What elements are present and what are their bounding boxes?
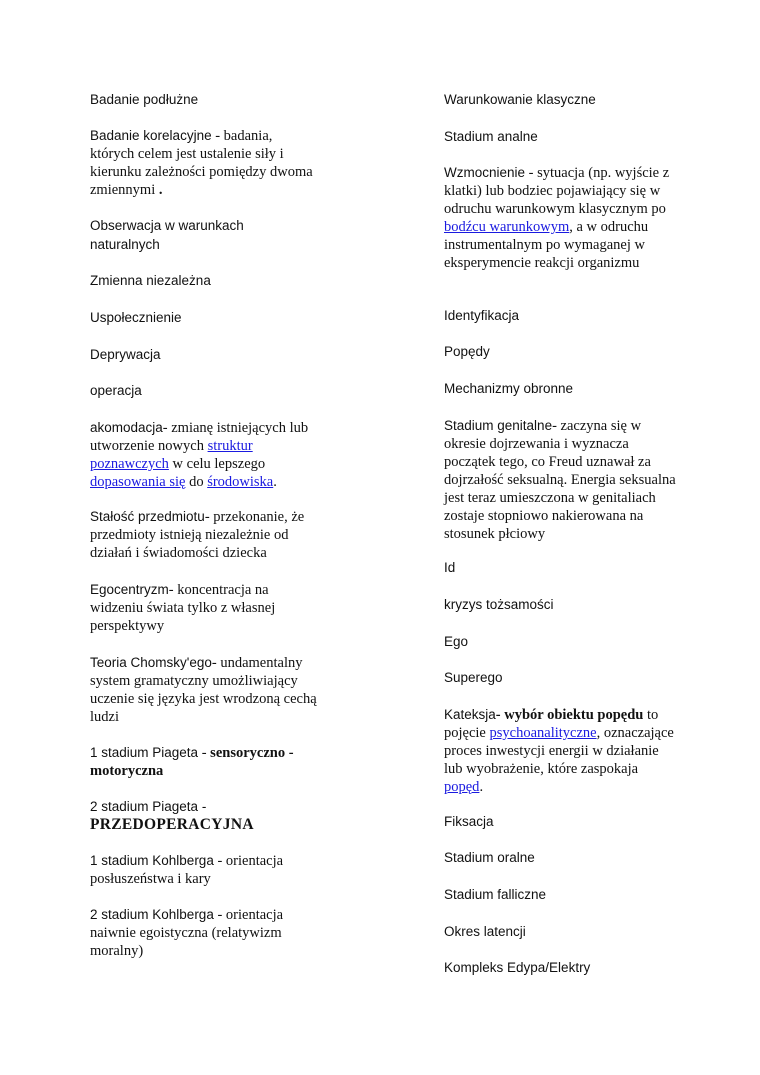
- term-identyfikacja: Identyfikacja: [444, 308, 520, 323]
- term-obserwacja: Obserwacja w warunkach naturalnych: [90, 218, 244, 252]
- definition: - badania, których celem jest ustalenie siły i kierunku zależności pomiędzy dwoma zmiennymi: [90, 128, 313, 198]
- term-stadium-analne: Stadium analne: [444, 129, 538, 144]
- term-stadium-oralne: Stadium oralne: [444, 850, 535, 865]
- term-label: 2 stadium Kohlberga: [90, 907, 214, 922]
- term-stadium-falliczne: Stadium falliczne: [444, 887, 547, 902]
- term-label: Wzmocnienie: [444, 165, 526, 180]
- term-id: Id: [444, 560, 456, 575]
- term-label: 1 stadium Kohlberga: [90, 853, 214, 868]
- link-psychoanalityczne[interactable]: psychoanalityczne: [489, 725, 597, 741]
- entry-kateksja: [444, 705, 679, 796]
- term-ego: Ego: [444, 634, 469, 649]
- definition: sensoryczno - motoryczna: [90, 745, 294, 779]
- definition: - sytuacja (np. wyjście z klatki) lub bodziec pojawiający się w odruchu warunkowym klasycznym po: [444, 165, 670, 217]
- entry-kohlberg-2: [90, 905, 325, 960]
- term-kompleks-edypa-elektry: Kompleks Edypa/Elektry: [444, 960, 591, 975]
- term-label: Stałość przedmiotu: [90, 509, 205, 524]
- term-label: Kateksja: [444, 707, 496, 722]
- term-deprywacja: Deprywacja: [90, 347, 161, 362]
- definition: - orientacja naiwnie egoistyczna (relatywizm moralny): [90, 907, 284, 959]
- term-badanie-podluzne: Badanie podłużne: [90, 92, 199, 107]
- term-uspolecznienie: Uspołecznienie: [90, 310, 182, 325]
- term-label: Egocentryzm: [90, 582, 169, 597]
- term-zmienna-niezalezna: Zmienna niezależna: [90, 273, 211, 288]
- entry-stalosc-przedmiotu: [90, 507, 330, 562]
- term-mechanizmy-obronne: Mechanizmy obronne: [444, 381, 574, 396]
- definition: w celu lepszego: [168, 456, 266, 472]
- term-kryzys-tozsamosci: kryzys tożsamości: [444, 597, 554, 612]
- link-srodowiska[interactable]: środowiska: [207, 474, 274, 490]
- definition: to pojęcie: [444, 707, 659, 741]
- link-poped[interactable]: popęd: [444, 779, 480, 795]
- entry-stadium-genitalne: [444, 416, 679, 543]
- definition: - orientacja posłuszeństwa i kary: [90, 853, 284, 887]
- term-warunkowanie-klasyczne: Warunkowanie klasyczne: [444, 92, 596, 107]
- definition: , a w odruchu instrumentalnym po wymaganej w eksperymencie reakcji organizmu: [444, 219, 649, 271]
- definition: - przekonanie, że przedmioty istnieją niezależnie od działań i świadomości dziecka: [90, 509, 305, 561]
- entry-badanie-korelacyjne: [90, 126, 315, 199]
- definition: - zmianę istniejących lub utworzenie nowych: [90, 420, 309, 454]
- entry-piaget-1: [90, 743, 320, 780]
- separator: -: [198, 745, 211, 761]
- link-dopasowania-sie[interactable]: dopasowania się: [90, 474, 186, 490]
- separator: -: [198, 799, 207, 814]
- definition: PRZEDOPERACYJNA: [90, 816, 254, 833]
- term-label: Stadium genitalne: [444, 418, 553, 433]
- term-label: Badanie korelacyjne: [90, 128, 212, 143]
- definition: .: [479, 779, 484, 795]
- link-struktur-poznawczych[interactable]: struktur poznawczych: [90, 438, 253, 472]
- term-label: 2 stadium Piageta: [90, 799, 199, 814]
- term-popedy: Popędy: [444, 344, 490, 359]
- definition: - koncentracja na widzeniu świata tylko z własnej perspektywy: [90, 582, 276, 634]
- entry-egocentryzm: [90, 580, 315, 635]
- term-label: akomodacja: [90, 420, 163, 435]
- definition: - undamentalny system gramatyczny umożliwiający uczenie się języka jest wrodzoną cechą ludzi: [90, 655, 317, 725]
- definition: do: [185, 474, 208, 490]
- term-label: Teoria Chomsky'ego: [90, 655, 212, 670]
- definition: , oznaczające proces inwestycji energii w działanie lub wyobrażenie, które zaspokaja: [444, 725, 674, 777]
- term-label: 1 stadium Piageta: [90, 745, 199, 760]
- entry-kohlberg-1: [90, 851, 325, 888]
- term-fiksacja: Fiksacja: [444, 814, 494, 829]
- definition-end: .: [158, 182, 163, 198]
- entry-piaget-2: [90, 797, 320, 834]
- entry-akomodacja: [90, 418, 315, 491]
- definition: - zaczyna się w okresie dojrzewania i wyznacza początek tego, co Freud uznawał za dojrzałość seksualną. Energia seksualna jest teraz umieszczona w genitaliach zostaje stopniowo nakierowana na stosunek płciowy: [444, 418, 676, 542]
- definition-bold: - wybór obiektu popędu: [495, 707, 644, 723]
- term-okres-latencji: Okres latencji: [444, 924, 526, 939]
- link-bodzcu-warunkowym[interactable]: bodźcu warunkowym: [444, 219, 570, 235]
- entry-wzmocnienie: [444, 163, 676, 272]
- entry-teoria-chomskyego: [90, 653, 320, 726]
- term-operacja: operacja: [90, 383, 142, 398]
- term-superego: Superego: [444, 670, 503, 685]
- definition: .: [273, 474, 277, 490]
